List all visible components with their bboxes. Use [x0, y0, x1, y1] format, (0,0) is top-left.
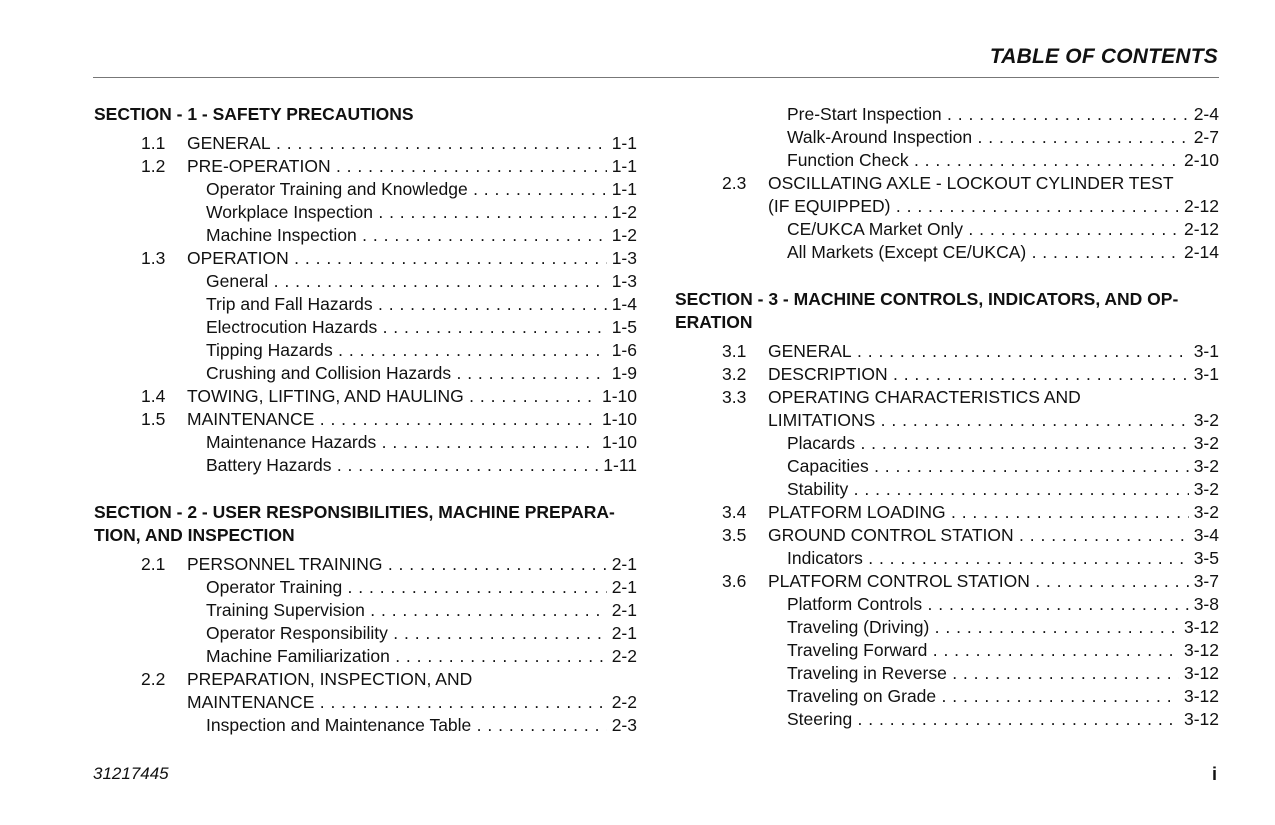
entry-page: 2-7	[1189, 126, 1219, 149]
entry-label: General . . .	[206, 270, 637, 293]
entry-label: GROUND CONTROL STATION . . .	[768, 524, 1219, 547]
toc-entry[interactable]	[94, 270, 637, 293]
entry-number: 3.4	[722, 502, 747, 522]
toc-entry[interactable]	[675, 478, 1219, 501]
toc-entry[interactable]	[94, 339, 637, 362]
entry-page: 3-4	[1189, 524, 1219, 547]
toc-entry[interactable]	[675, 103, 1219, 126]
entry-label: PERSONNEL TRAINING . . .	[187, 553, 637, 576]
entry-number: 3.2	[722, 364, 747, 384]
entry-page: 2-3	[607, 714, 637, 737]
entry-number: 1.4	[141, 386, 166, 406]
entry-number: 3.3	[722, 387, 747, 407]
toc-entry[interactable]	[94, 576, 637, 599]
entry-page: 1-2	[607, 201, 637, 224]
entry-number: 2.1	[141, 554, 166, 574]
entry-page: 1-3	[607, 247, 637, 270]
toc-entry[interactable]	[94, 178, 637, 201]
entry-page: 3-12	[1179, 685, 1219, 708]
toc-entry[interactable]	[675, 547, 1219, 570]
entry-number: 3.1	[722, 341, 747, 361]
entry-page: 3-2	[1189, 409, 1219, 432]
page-title: TABLE OF CONTENTS	[989, 45, 1218, 68]
entry-number: 2.3	[722, 173, 747, 193]
entry-label: Traveling (Driving) . . .	[787, 616, 1219, 639]
toc-entry[interactable]	[675, 524, 1219, 547]
toc-entry[interactable]	[94, 454, 637, 477]
entry-label: Crushing and Collision Hazards . . .	[206, 362, 637, 385]
entry-label: GENERAL . . .	[187, 132, 637, 155]
entry-number: 2.2	[141, 669, 166, 689]
toc-entry[interactable]	[94, 224, 637, 247]
toc-entry[interactable]	[675, 455, 1219, 478]
toc-entry[interactable]	[675, 501, 1219, 524]
entry-page: 3-5	[1189, 547, 1219, 570]
entry-label: OPERATION . . .	[187, 247, 637, 270]
entry-page: 2-1	[607, 599, 637, 622]
toc-entry[interactable]	[675, 218, 1219, 241]
entry-label: Traveling Forward . . .	[787, 639, 1219, 662]
entry-label: Operator Training and Knowledge . . .	[206, 178, 637, 201]
toc-entry[interactable]	[94, 293, 637, 316]
entry-label: Workplace Inspection . . .	[206, 201, 637, 224]
toc-entry[interactable]	[94, 645, 637, 668]
entry-label: PRE-OPERATION . . .	[187, 155, 637, 178]
section-1-title[interactable]: SECTION - 1 - SAFETY PRECAUTIONS	[94, 104, 414, 124]
toc-entry[interactable]	[675, 685, 1219, 708]
entry-label: Platform Controls . . .	[787, 593, 1219, 616]
toc-entry[interactable]	[675, 149, 1219, 172]
entry-label: PLATFORM CONTROL STATION . . .	[768, 570, 1219, 593]
entry-label: Tipping Hazards . . .	[206, 339, 637, 362]
entry-number: 3.6	[722, 571, 747, 591]
entry-page: 1-1	[607, 132, 637, 155]
entry-page: 3-2	[1189, 432, 1219, 455]
entry-page: 1-4	[607, 293, 637, 316]
entry-label: Electrocution Hazards . . .	[206, 316, 637, 339]
entry-label: Function Check . . .	[787, 149, 1219, 172]
header-divider	[93, 77, 1219, 78]
entry-page: 1-10	[597, 385, 637, 408]
entry-label: Traveling in Reverse . . .	[787, 662, 1219, 685]
entry-number: 1.3	[141, 248, 166, 268]
toc-entry[interactable]	[675, 639, 1219, 662]
entry-page: 1-1	[607, 155, 637, 178]
entry-label: Machine Familiarization . . .	[206, 645, 637, 668]
section-2-title-line1[interactable]: SECTION - 2 - USER RESPONSIBILITIES, MACHINE PREPARA-	[94, 502, 615, 522]
toc-entry[interactable]	[94, 714, 637, 737]
entry-page: 3-1	[1189, 340, 1219, 363]
toc-entry[interactable]	[675, 432, 1219, 455]
entry-label: (IF EQUIPPED) . . .	[768, 195, 1219, 218]
entry-page: 1-1	[607, 178, 637, 201]
toc-entry[interactable]	[94, 247, 637, 270]
toc-entry[interactable]	[675, 570, 1219, 593]
entry-label: PREPARATION, INSPECTION, AND	[187, 669, 473, 689]
toc-entry[interactable]	[94, 362, 637, 385]
section-2-title-line2[interactable]: TION, AND INSPECTION	[94, 525, 295, 545]
toc-entry[interactable]	[94, 132, 637, 155]
entry-page: 1-10	[597, 408, 637, 431]
entry-label: Battery Hazards . . .	[206, 454, 637, 477]
toc-entry[interactable]	[94, 316, 637, 339]
page-number: i	[1211, 764, 1217, 784]
entry-page: 2-4	[1189, 103, 1219, 126]
entry-label: Operator Training . . .	[206, 576, 637, 599]
entry-label: GENERAL . . .	[768, 340, 1219, 363]
entry-page: 2-14	[1179, 241, 1219, 264]
entry-page: 1-9	[607, 362, 637, 385]
entry-label: MAINTENANCE . . .	[187, 691, 637, 714]
entry-label: MAINTENANCE . . .	[187, 408, 637, 431]
entry-label: Pre-Start Inspection . . .	[787, 103, 1219, 126]
entry-page: 2-12	[1179, 218, 1219, 241]
toc-entry[interactable]	[675, 593, 1219, 616]
entry-label: Placards . . .	[787, 432, 1219, 455]
toc-entry[interactable]	[675, 409, 1219, 432]
entry-label: Trip and Fall Hazards . . .	[206, 293, 637, 316]
entry-page: 1-3	[607, 270, 637, 293]
entry-label: Indicators . . .	[787, 547, 1219, 570]
entry-label: Stability . . .	[787, 478, 1219, 501]
section-3-title-line1[interactable]: SECTION - 3 - MACHINE CONTROLS, INDICATORS, AND OP-	[675, 289, 1179, 309]
toc-entry[interactable]	[675, 662, 1219, 685]
entry-label: CE/UKCA Market Only . . .	[787, 218, 1219, 241]
entry-page: 1-2	[607, 224, 637, 247]
toc-entry[interactable]	[94, 599, 637, 622]
entry-label: PLATFORM LOADING . . .	[768, 501, 1219, 524]
toc-entry[interactable]	[94, 201, 637, 224]
entry-page: 1-5	[607, 316, 637, 339]
toc-entry[interactable]	[675, 708, 1219, 731]
entry-page: 2-10	[1179, 149, 1219, 172]
entry-page: 3-2	[1189, 478, 1219, 501]
document-number: 31217445	[93, 764, 169, 783]
entry-page: 3-8	[1189, 593, 1219, 616]
toc-entry[interactable]	[675, 386, 1219, 409]
entry-number: 3.5	[722, 525, 747, 545]
entry-page: 2-1	[607, 576, 637, 599]
entry-page: 3-7	[1189, 570, 1219, 593]
entry-label: OPERATING CHARACTERISTICS AND	[768, 387, 1081, 407]
entry-page: 3-2	[1189, 455, 1219, 478]
toc-entry[interactable]	[675, 126, 1219, 149]
entry-page: 2-12	[1179, 195, 1219, 218]
entry-label: Capacities . . .	[787, 455, 1219, 478]
entry-number: 1.2	[141, 156, 166, 176]
entry-label: LIMITATIONS . . .	[768, 409, 1219, 432]
section-3-title-line2[interactable]: ERATION	[675, 312, 753, 332]
toc-entry[interactable]	[675, 340, 1219, 363]
toc-entry[interactable]	[675, 195, 1219, 218]
entry-page: 2-1	[607, 622, 637, 645]
toc-entry[interactable]	[94, 691, 637, 714]
entry-page: 3-12	[1179, 708, 1219, 731]
entry-label: Maintenance Hazards . . .	[206, 431, 637, 454]
toc-entry[interactable]	[94, 431, 637, 454]
entry-label: TOWING, LIFTING, AND HAULING . . .	[187, 385, 637, 408]
entry-page: 3-2	[1189, 501, 1219, 524]
toc-entry[interactable]	[675, 241, 1219, 264]
entry-label: Inspection and Maintenance Table . . .	[206, 714, 637, 737]
entry-label: All Markets (Except CE/UKCA) . . .	[787, 241, 1219, 264]
toc-entry[interactable]	[94, 553, 637, 576]
entry-label: Steering . . .	[787, 708, 1219, 731]
entry-page: 1-11	[598, 454, 637, 477]
entry-page: 2-2	[607, 645, 637, 668]
entry-label: Operator Responsibility . . .	[206, 622, 637, 645]
entry-page: 1-6	[607, 339, 637, 362]
entry-page: 3-12	[1179, 662, 1219, 685]
entry-page: 3-12	[1179, 639, 1219, 662]
entry-label: Machine Inspection . . .	[206, 224, 637, 247]
toc-entry[interactable]	[675, 363, 1219, 386]
entry-page: 2-1	[607, 553, 637, 576]
toc-entry[interactable]	[94, 622, 637, 645]
entry-label: DESCRIPTION . . .	[768, 363, 1219, 386]
toc-entry[interactable]	[94, 668, 637, 691]
entry-page: 2-2	[607, 691, 637, 714]
toc-entry[interactable]	[94, 385, 637, 408]
toc-entry[interactable]	[94, 408, 637, 431]
entry-label: Training Supervision . . .	[206, 599, 637, 622]
entry-label: Walk-Around Inspection . . .	[787, 126, 1219, 149]
entry-page: 1-10	[597, 431, 637, 454]
toc-entry[interactable]	[675, 172, 1219, 195]
entry-label: OSCILLATING AXLE - LOCKOUT CYLINDER TEST	[768, 173, 1174, 193]
entry-number: 1.1	[141, 133, 166, 153]
entry-label: Traveling on Grade . . .	[787, 685, 1219, 708]
entry-number: 1.5	[141, 409, 166, 429]
entry-page: 3-12	[1179, 616, 1219, 639]
toc-entry[interactable]	[94, 155, 637, 178]
toc-entry[interactable]	[675, 616, 1219, 639]
entry-page: 3-1	[1189, 363, 1219, 386]
